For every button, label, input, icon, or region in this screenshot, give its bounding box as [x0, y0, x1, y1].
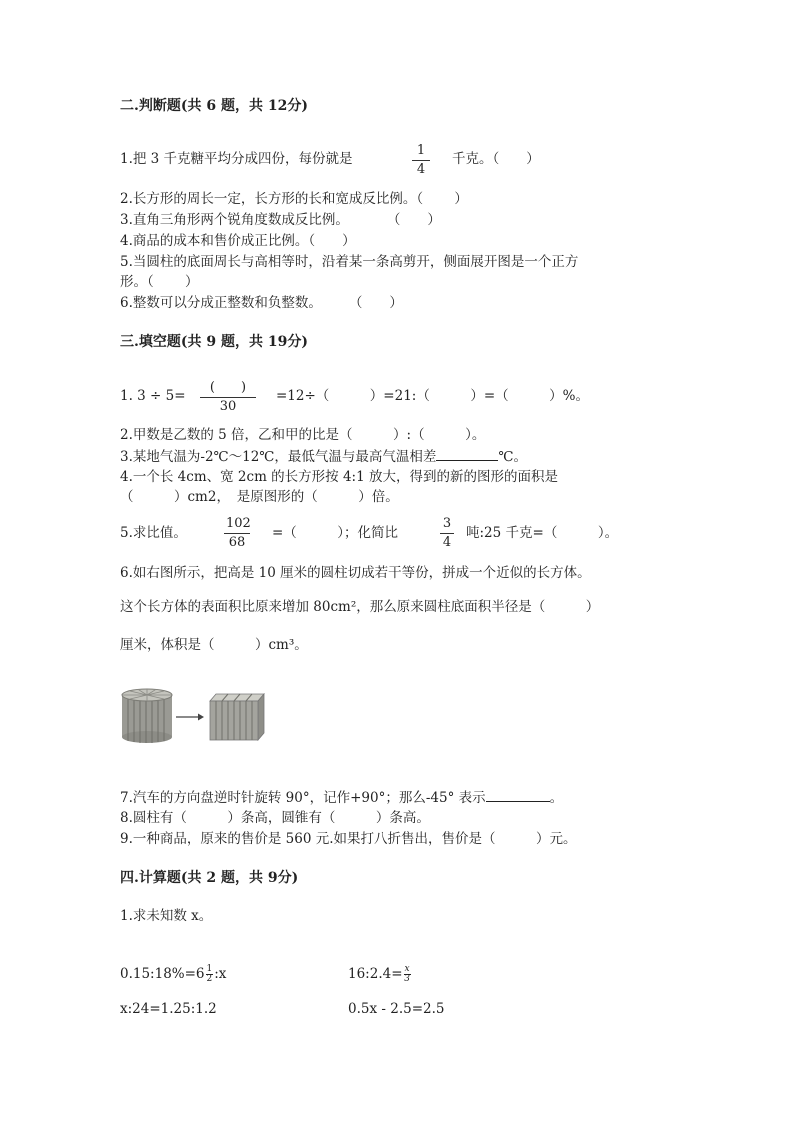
fraction-bar: [440, 533, 454, 534]
fraction-bar: [412, 160, 430, 161]
fill-q4-line1: 4.一个长 4cm、宽 2cm 的长方形按 4:1 放大，得到的新的图形的面积是: [120, 469, 558, 485]
cylinder-to-cuboid-figure: [118, 685, 274, 747]
calc-q1: 1.求未知数 x。: [120, 908, 213, 924]
answer-blank[interactable]: [486, 789, 550, 802]
equation-2-fraction: [404, 965, 411, 984]
fill-q8: 8.圆柱有（ ）条高，圆锥有（ ）条高。: [120, 810, 430, 826]
fill-q1-suffix: =12÷（ ）=21:（ ）=（ ）%。: [276, 388, 589, 404]
fill-q3: [120, 448, 527, 465]
equation-4: 0.5x - 2.5=2.5: [348, 1001, 445, 1017]
fill-q5-fraction-1: [224, 517, 250, 550]
fraction-denominator: 4: [416, 162, 426, 177]
fill-q7-text: 7.汽车的方向盘逆时针旋转 90°，记作+90°；那么-45° 表示: [120, 790, 486, 806]
fill-q6-line3: 厘米，体积是（ ）cm³。: [120, 637, 308, 653]
fraction-numerator: 1: [206, 964, 213, 974]
equation-1-right: :x: [214, 966, 227, 982]
fill-q7-end: 。: [549, 790, 564, 806]
judge-q3: 3.直角三角形两个锐角度数成反比例。 （ ）: [120, 212, 441, 228]
judge-q5-line1: 5.当圆柱的底面周长与高相等时，沿着某一条高剪开，侧面展开图是一个正方: [120, 254, 579, 270]
fraction-bar: [200, 397, 256, 398]
fraction-denominator: 3: [404, 974, 410, 984]
fraction-denominator: 30: [219, 399, 237, 414]
answer-blank[interactable]: [436, 448, 498, 461]
fill-q1-fraction: [200, 381, 256, 414]
section-heading-calc: 四.计算题(共 2 题，共 9分): [120, 870, 299, 886]
cuboid-side: [258, 694, 264, 740]
judge-q1-fraction: [412, 144, 430, 177]
fraction-numerator: 102: [226, 516, 251, 531]
fill-q9: 9.一种商品，原来的售价是 560 元.如果打八折售出，售价是（ ）元。: [120, 831, 577, 847]
equation-3: x:24=1.25:1.2: [120, 1001, 217, 1017]
fill-q5-suffix: 吨:25 千克=（ ）。: [466, 525, 619, 541]
fraction-numerator: 1: [416, 143, 426, 158]
section-heading-fill: 三.填空题(共 9 题，共 19分): [120, 334, 308, 350]
fill-q6-line2: 这个长方体的表面积比原来增加 80cm²，那么原来圆柱底面积半径是（ ）: [120, 599, 600, 615]
equation-2: [348, 965, 412, 984]
fill-q5-fraction-2: [440, 517, 454, 550]
judge-q5-line2: 形。（ ）: [120, 274, 199, 290]
fraction-bar: [224, 533, 250, 534]
fill-q3-text: 3.某地气温为-2℃～12℃，最低气温与最高气温相差: [120, 449, 437, 465]
fraction-numerator: ( ): [209, 380, 247, 395]
fill-q2: 2.甲数是乙数的 5 倍，乙和甲的比是（ ）:（ ）。: [120, 427, 486, 443]
fraction-numerator: x: [404, 964, 410, 974]
fill-q6-line1: 6.如右图所示，把高是 10 厘米的圆柱切成若干等份，拼成一个近似的长方体。: [120, 565, 591, 581]
fill-q4-line2: （ ）cm2， 是原图形的（ ）倍。: [120, 489, 399, 505]
judge-q1-suffix: 千克。（ ）: [452, 151, 540, 167]
judge-q6: 6.整数可以分成正整数和负整数。 （ ）: [120, 295, 403, 311]
equation-1-left: 0.15:18%=6: [120, 966, 205, 982]
fill-q7: [120, 789, 563, 806]
arrow-head: [198, 714, 204, 721]
section-heading-judge: 二.判断题(共 6 题，共 12分): [120, 98, 308, 114]
equation-1: [120, 965, 226, 984]
fraction-denominator: 2: [206, 974, 213, 984]
fill-q3-unit: ℃。: [498, 449, 528, 465]
judge-q1-text: 1.把 3 千克糖平均分成四份，每份就是: [120, 151, 353, 167]
fill-q5-middle: =（ ）；化简比: [272, 525, 399, 541]
judge-q2: 2.长方形的周长一定，长方形的长和宽成反比例。（ ）: [120, 191, 468, 207]
equation-1-fraction: [206, 965, 214, 984]
fill-q1-prefix: 1. 3 ÷ 5=: [120, 388, 186, 404]
fraction-numerator: 3: [442, 516, 452, 531]
fraction-denominator: 4: [442, 535, 452, 550]
equation-2-left: 16:2.4=: [348, 966, 403, 982]
judge-q4: 4.商品的成本和售价成正比例。（ ）: [120, 233, 356, 249]
fraction-denominator: 68: [228, 535, 246, 550]
fill-q5-prefix: 5.求比值。: [120, 525, 187, 541]
